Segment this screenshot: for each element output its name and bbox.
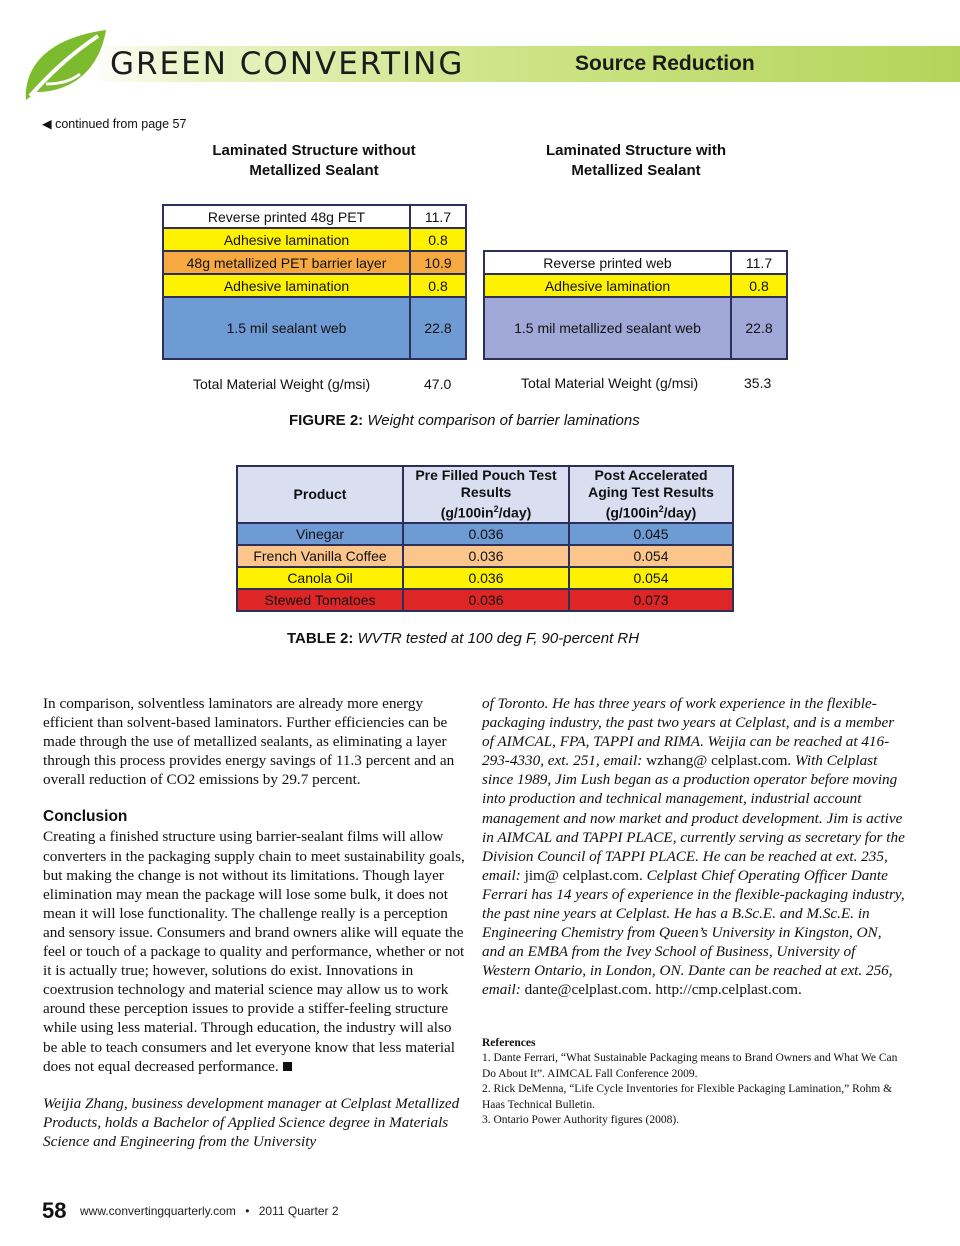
col-header-pre-filled: Pre Filled Pouch Test Results $(g/100in^2/day)$ xyxy=(403,466,569,523)
leaf-logo-icon xyxy=(18,26,110,104)
author-bio-continued: of Toronto. He has three years of work experience in the flexible-packaging industry, the past two years at Celplast, and is a member of AIMCAL, FPA, TAPPI and RIMA. Weijia can be reached at 416-293-4330, ext. 251, email: wzhang@ celplast.com. With Celplast since 1989, Jim Lush began as a production operator before moving into production and technical management, industrial account management and now market and product development. Jim is active in AIMCAL and TAPPI PLACE, currently serving as secretary for the Division Council of TAPPI PLACE. He can be reached at ext. 235, email: jim@ celplast.com. Celplast Chief Operating Officer Dante Ferrari has 14 years of experience in the flexible-packaging industry, the past nine years at Celplast. He has a B.Sc.E. and M.Sc.E. in Engineering Chemistry from Queen’s University in Kingston, ON, and an EMBA from the Ivey School of Business, University of Western Ontario, in London, ON. Dante can be reached at ext. 256, email: dante@celplast.com. http://cmp.celplast.com. xyxy=(482,695,905,999)
magazine-title: GREEN CONVERTING xyxy=(110,46,465,82)
table-row: Reverse printed 48g PET 11.7 xyxy=(163,205,466,228)
end-mark-icon xyxy=(283,1062,292,1071)
left-total-label: Total Material Weight (g/msi) xyxy=(193,376,371,392)
site-link[interactable]: www.convertingquarterly.com xyxy=(80,1204,236,1218)
email-jim[interactable]: jim@ celplast.com. xyxy=(524,866,643,884)
author-bio-start: Weijia Zhang, business development manager at Celplast Metallized Products, holds a Bachelor of Applied Science degree in Materials Science and Engineering from the University xyxy=(43,1094,460,1150)
continued-note: ◀ continued from page 57 xyxy=(42,117,187,131)
right-total-value: 35.3 xyxy=(744,375,772,391)
table-row: Canola Oil 0.036 0.054 xyxy=(237,567,733,589)
right-structure-title: Laminated Structure with Metallized Sealant xyxy=(545,142,727,179)
right-text-column xyxy=(482,694,907,1000)
conclusion-heading: Conclusion xyxy=(43,808,128,826)
email-wzhang[interactable]: wzhang@ celplast.com. xyxy=(646,752,792,770)
reference-item: 2. Rick DeMenna, “Life Cycle Inventories for Flexible Packaging Lamination,” Rohm & Haas Technical Bulletin. xyxy=(482,1083,893,1111)
section-title: Source Reduction xyxy=(575,52,755,75)
left-total-value: 47.0 xyxy=(424,376,452,392)
table-row: Adhesive lamination 0.8 xyxy=(484,274,787,297)
wvtr-table xyxy=(236,465,734,612)
email-dante[interactable]: dante@celplast.com. http://cmp.celplast.com. xyxy=(524,981,802,999)
table-row: Adhesive lamination 0.8 xyxy=(163,228,466,251)
table-row: 1.5 mil sealant web 22.8 xyxy=(163,297,466,359)
table-row: Stewed Tomatoes 0.036 0.073 xyxy=(237,589,733,611)
page-number: 58 xyxy=(42,1198,67,1223)
reference-item: 3. Ontario Power Authority figures (2008). xyxy=(482,1114,680,1127)
table-row: French Vanilla Coffee 0.036 0.054 xyxy=(237,545,733,567)
left-triangle-icon: ◀ xyxy=(42,117,52,131)
table-row: Reverse printed web 11.7 xyxy=(484,251,787,274)
table-row: Adhesive lamination 0.8 xyxy=(163,274,466,297)
table-2-caption: TABLE 2: WVTR tested at 100 deg F, 90-percent RH xyxy=(287,630,640,647)
conclusion-paragraph: Creating a finished structure using barrier-sealant films will allow converters in the packaging supply chain to meet sustainability goals, but making the change is not without its limitations. Though layer elimination may mean the package will lose some bulk, it does not mean it will lose functionality. The challenge really is a perception and sensory issue. Consumers and brand owners alike will equate the feel or touch of a package to quality and performance, whether or not it is actually true; however, solutions do exist. Innovations in coextrusion technology and material science may allow us to work around these perception issues to provide a stiffer-feeling structure while using less material. Through education, the industry will also be able to teach consumers and let everyone know that less material does not equal decreased performance. xyxy=(43,828,465,1075)
references xyxy=(482,1036,907,1128)
reference-item: 1. Dante Ferrari, “What Sustainable Packaging means to Brand Owners and What We Can Do About It”. AIMCAL Fall Conference 2009. xyxy=(482,1052,898,1080)
right-lamination-table xyxy=(483,250,788,360)
col-header-product: Product xyxy=(237,466,403,523)
table-row: Vinegar 0.036 0.045 xyxy=(237,523,733,545)
figure-2-caption: FIGURE 2: Weight comparison of barrier laminations xyxy=(289,412,640,429)
right-total-label: Total Material Weight (g/msi) xyxy=(521,375,699,391)
footer-info: www.convertingquarterly.com • 2011 Quarter 2 xyxy=(80,1204,339,1218)
table-row: 1.5 mil metallized sealant web 22.8 xyxy=(484,297,787,359)
left-lamination-table xyxy=(162,204,467,360)
table-row: 48g metallized PET barrier layer 10.9 xyxy=(163,251,466,274)
references-heading: References xyxy=(482,1037,536,1049)
left-text-column xyxy=(43,694,468,1151)
left-structure-title: Laminated Structure without Metallized Sealant xyxy=(212,142,416,179)
intro-paragraph: In comparison, solventless laminators are already more energy efficient than solvent-based laminators. Further efficiencies can be made through the use of metallized sealants, as eliminating a layer through this process provides energy savings of 11.3 percent and an overall reduction of CO2 emissions by 29.7 percent. xyxy=(43,695,455,789)
col-header-post-aging: Post Accelerated Aging Test Results $(g/100in^2/day)$ xyxy=(569,466,733,523)
table-header-row xyxy=(237,466,733,523)
